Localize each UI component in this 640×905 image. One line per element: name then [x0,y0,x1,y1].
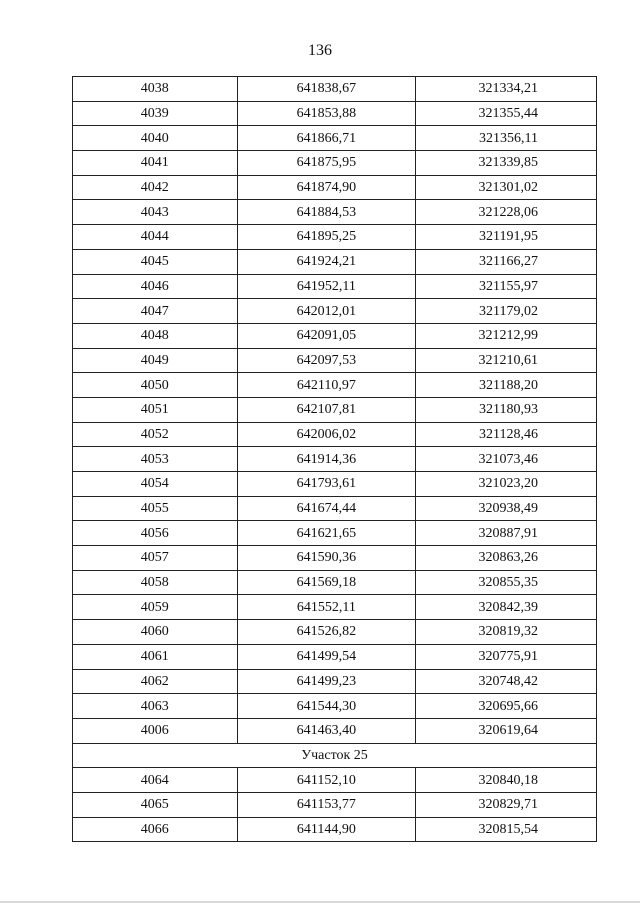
x-coordinate-cell: 641853,88 [237,101,416,126]
y-coordinate-cell: 321301,02 [416,175,597,200]
x-coordinate-cell: 641874,90 [237,175,416,200]
point-number-cell: 4040 [73,126,238,151]
point-number-cell: 4063 [73,694,238,719]
section-header-row [73,743,597,768]
point-number-cell: 4047 [73,299,238,324]
x-coordinate-cell: 641674,44 [237,496,416,521]
point-number-cell: 4050 [73,373,238,398]
page-number: 136 [308,42,332,59]
x-coordinate-cell: 642012,01 [237,299,416,324]
y-coordinate-cell: 321339,85 [416,151,597,176]
point-number-cell: 4044 [73,225,238,250]
point-number-cell: 4043 [73,200,238,225]
point-number-cell: 4042 [73,175,238,200]
table-row [73,249,597,274]
table-row [73,323,597,348]
y-coordinate-cell: 321212,99 [416,323,597,348]
scan-edge-line [0,901,640,903]
y-coordinate-cell: 320855,35 [416,570,597,595]
y-coordinate-cell: 320938,49 [416,496,597,521]
table-row [73,77,597,102]
coordinates-table-body [73,77,597,842]
x-coordinate-cell: 641793,61 [237,472,416,497]
table-row [73,200,597,225]
y-coordinate-cell: 321128,46 [416,422,597,447]
x-coordinate-cell: 641952,11 [237,274,416,299]
table-row [73,521,597,546]
coordinates-table [72,76,597,842]
x-coordinate-cell: 641499,54 [237,644,416,669]
x-coordinate-cell: 641152,10 [237,768,416,793]
y-coordinate-cell: 321356,11 [416,126,597,151]
x-coordinate-cell: 641590,36 [237,546,416,571]
table-row [73,694,597,719]
table-row [73,422,597,447]
point-number-cell: 4065 [73,792,238,817]
x-coordinate-cell: 641499,23 [237,669,416,694]
table-row [73,472,597,497]
y-coordinate-cell: 320815,54 [416,817,597,842]
point-number-cell: 4038 [73,77,238,102]
point-number-cell: 4057 [73,546,238,571]
table-row [73,792,597,817]
x-coordinate-cell: 641866,71 [237,126,416,151]
x-coordinate-cell: 642097,53 [237,348,416,373]
x-coordinate-cell: 641838,67 [237,77,416,102]
y-coordinate-cell: 320619,64 [416,718,597,743]
point-number-cell: 4054 [73,472,238,497]
table-row [73,447,597,472]
y-coordinate-cell: 320748,42 [416,669,597,694]
table-row [73,595,597,620]
point-number-cell: 4051 [73,397,238,422]
x-coordinate-cell: 641552,11 [237,595,416,620]
section-label: Участок 25 [73,743,597,768]
point-number-cell: 4052 [73,422,238,447]
table-row [73,126,597,151]
y-coordinate-cell: 320863,26 [416,546,597,571]
table-row [73,373,597,398]
x-coordinate-cell: 641144,90 [237,817,416,842]
table-row [73,570,597,595]
table-row [73,669,597,694]
table-row [73,175,597,200]
x-coordinate-cell: 641621,65 [237,521,416,546]
table-row [73,768,597,793]
table-row [73,348,597,373]
y-coordinate-cell: 321355,44 [416,101,597,126]
x-coordinate-cell: 642091,05 [237,323,416,348]
y-coordinate-cell: 320829,71 [416,792,597,817]
point-number-cell: 4056 [73,521,238,546]
table-row [73,496,597,521]
x-coordinate-cell: 641526,82 [237,620,416,645]
y-coordinate-cell: 321166,27 [416,249,597,274]
y-coordinate-cell: 321179,02 [416,299,597,324]
point-number-cell: 4039 [73,101,238,126]
y-coordinate-cell: 321180,93 [416,397,597,422]
y-coordinate-cell: 321155,97 [416,274,597,299]
y-coordinate-cell: 321188,20 [416,373,597,398]
y-coordinate-cell: 321210,61 [416,348,597,373]
table-row [73,299,597,324]
y-coordinate-cell: 321228,06 [416,200,597,225]
table-row [73,397,597,422]
y-coordinate-cell: 320842,39 [416,595,597,620]
point-number-cell: 4053 [73,447,238,472]
x-coordinate-cell: 641463,40 [237,718,416,743]
y-coordinate-cell: 321191,95 [416,225,597,250]
table-row [73,151,597,176]
x-coordinate-cell: 642006,02 [237,422,416,447]
point-number-cell: 4058 [73,570,238,595]
y-coordinate-cell: 321334,21 [416,77,597,102]
x-coordinate-cell: 641153,77 [237,792,416,817]
x-coordinate-cell: 641914,36 [237,447,416,472]
x-coordinate-cell: 642110,97 [237,373,416,398]
table-row [73,546,597,571]
y-coordinate-cell: 320840,18 [416,768,597,793]
y-coordinate-cell: 321023,20 [416,472,597,497]
y-coordinate-cell: 321073,46 [416,447,597,472]
y-coordinate-cell: 320819,32 [416,620,597,645]
table-row [73,817,597,842]
y-coordinate-cell: 320695,66 [416,694,597,719]
table-row [73,101,597,126]
table-row [73,274,597,299]
point-number-cell: 4045 [73,249,238,274]
x-coordinate-cell: 642107,81 [237,397,416,422]
point-number-cell: 4006 [73,718,238,743]
point-number-cell: 4049 [73,348,238,373]
x-coordinate-cell: 641884,53 [237,200,416,225]
point-number-cell: 4048 [73,323,238,348]
y-coordinate-cell: 320887,91 [416,521,597,546]
y-coordinate-cell: 320775,91 [416,644,597,669]
point-number-cell: 4062 [73,669,238,694]
point-number-cell: 4060 [73,620,238,645]
point-number-cell: 4064 [73,768,238,793]
table-row [73,718,597,743]
table-row [73,620,597,645]
x-coordinate-cell: 641895,25 [237,225,416,250]
x-coordinate-cell: 641544,30 [237,694,416,719]
point-number-cell: 4041 [73,151,238,176]
table-row [73,225,597,250]
point-number-cell: 4059 [73,595,238,620]
point-number-cell: 4046 [73,274,238,299]
point-number-cell: 4061 [73,644,238,669]
x-coordinate-cell: 641924,21 [237,249,416,274]
point-number-cell: 4055 [73,496,238,521]
x-coordinate-cell: 641569,18 [237,570,416,595]
table-row [73,644,597,669]
x-coordinate-cell: 641875,95 [237,151,416,176]
point-number-cell: 4066 [73,817,238,842]
